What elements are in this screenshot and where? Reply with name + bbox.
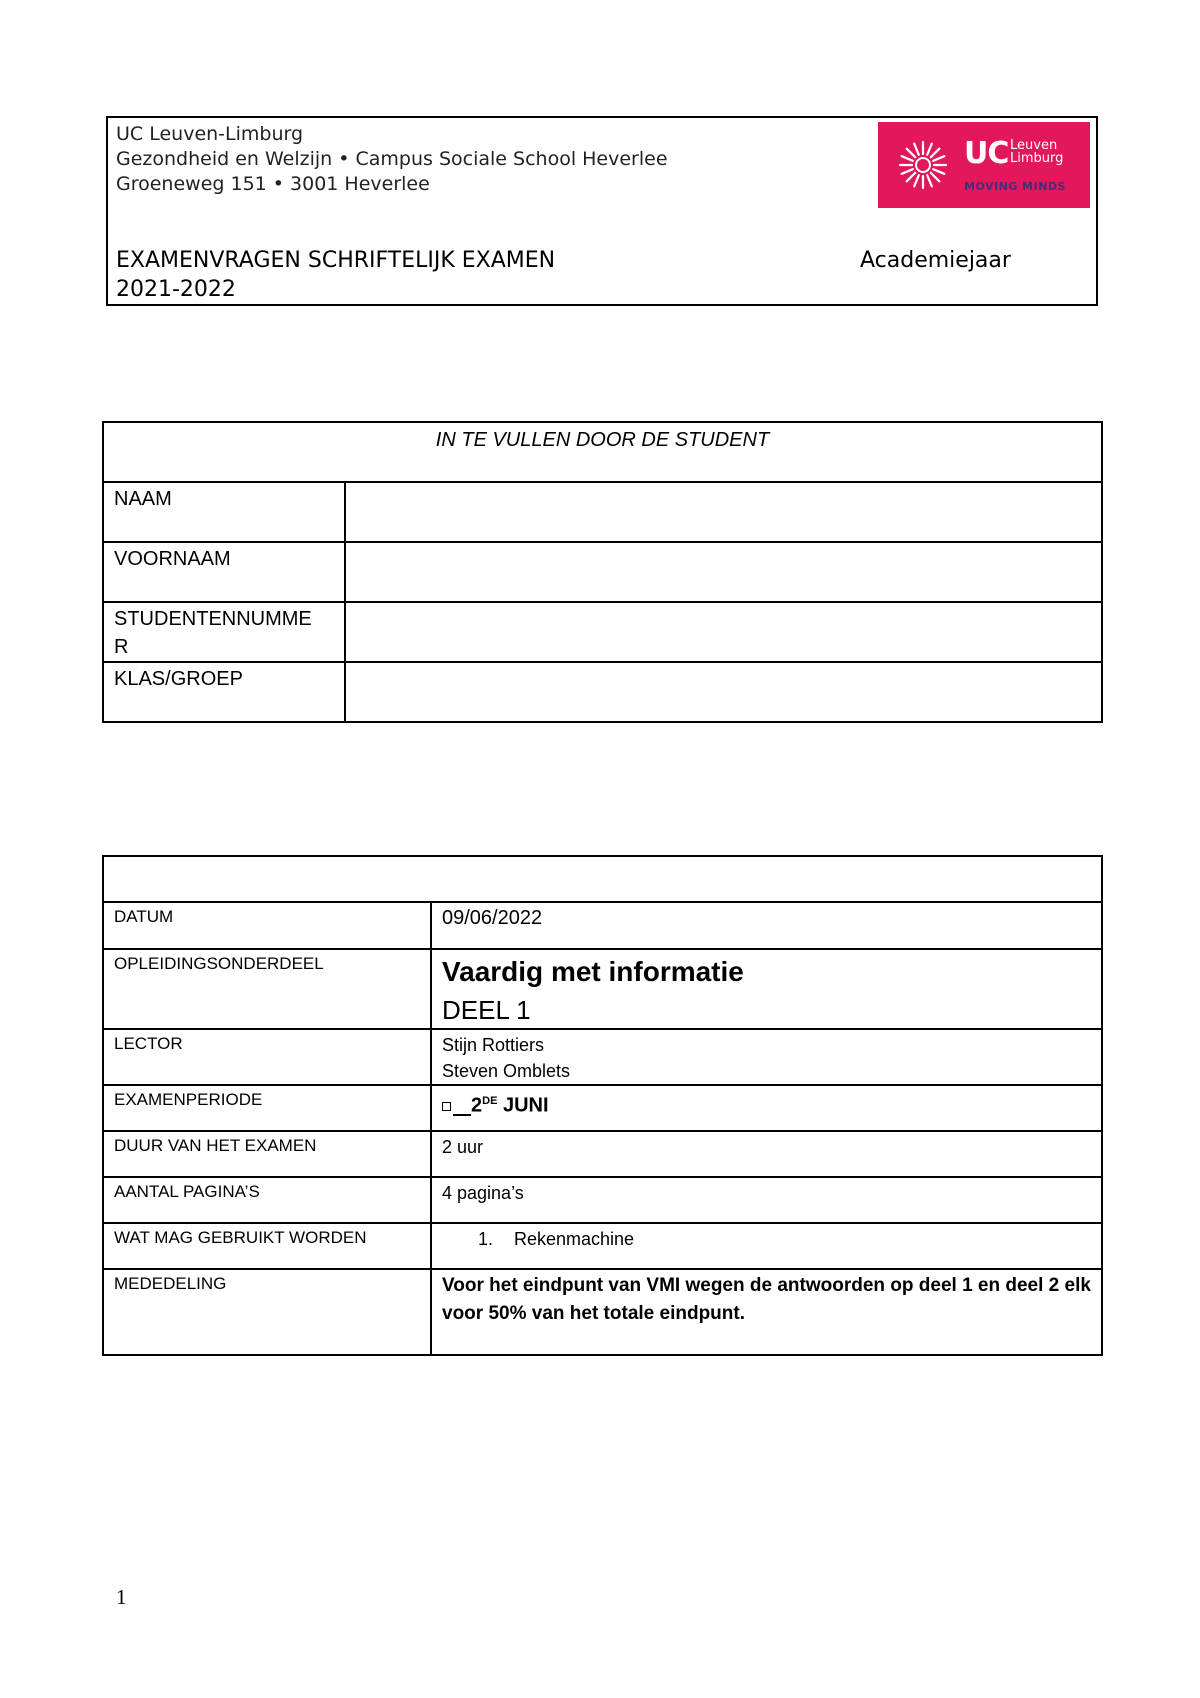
gebruik-label: WAT MAG GEBRUIKT WORDEN xyxy=(103,1223,431,1269)
lector-value xyxy=(431,1029,1102,1085)
ucll-logo xyxy=(878,122,1090,208)
logo-tagline: MOVING MINDS xyxy=(964,180,1066,193)
onderdeel-value xyxy=(431,949,1102,1029)
lector-name: Steven Omblets xyxy=(442,1061,571,1081)
exam-table-header xyxy=(103,856,1102,902)
campus-line: Gezondheid en Welzijn • Campus Sociale School Heverlee xyxy=(116,148,668,170)
course-part: DEEL 1 xyxy=(442,995,531,1025)
academic-year-label: Academiejaar xyxy=(860,248,1011,273)
naam-label: NAAM xyxy=(103,482,345,542)
exam-title: EXAMENVRAGEN SCHRIFTELIJK EXAMEN xyxy=(116,248,556,273)
mededeling-label: MEDEDELING xyxy=(103,1269,431,1355)
exam-title-block xyxy=(116,246,555,304)
student-info-table xyxy=(102,421,1103,723)
periode-label: EXAMENPERIODE xyxy=(103,1085,431,1131)
academic-year: 2021-2022 xyxy=(116,277,236,302)
studentennummer-field[interactable] xyxy=(345,602,1102,662)
address-line: Groeneweg 151 • 3001 Heverlee xyxy=(116,173,430,195)
voornaam-label: VOORNAAM xyxy=(103,542,345,602)
datum-value: 09/06/2022 xyxy=(431,902,1102,949)
klas-groep-field[interactable] xyxy=(345,662,1102,722)
duur-value: 2 uur xyxy=(431,1131,1102,1177)
page-number: 1 xyxy=(116,1585,127,1609)
duur-label: DUUR VAN HET EXAMEN xyxy=(103,1131,431,1177)
logo-leuven-limburg: Leuven Limburg xyxy=(1010,138,1064,166)
paginas-label: AANTAL PAGINA’S xyxy=(103,1177,431,1223)
gebruik-item: Rekenmachine xyxy=(514,1229,635,1249)
student-table-title: IN TE VULLEN DOOR DE STUDENT xyxy=(103,422,1102,482)
lector-label: LECTOR xyxy=(103,1029,431,1085)
periode-month: JUNI xyxy=(502,1094,549,1117)
studentennummer-label: STUDENTENNUMME R xyxy=(103,602,345,662)
underline-blank xyxy=(453,1114,471,1116)
checkbox-icon[interactable] xyxy=(442,1102,451,1111)
document-header xyxy=(106,116,1098,306)
mededeling-value: Voor het eindpunt van VMI wegen de antwoorden op deel 1 en deel 2 elk voor 50% van het totale eindpunt. xyxy=(431,1269,1102,1355)
list-number: 1. xyxy=(478,1229,494,1249)
datum-label: DATUM xyxy=(103,902,431,949)
periode-value: 2DE JUNI xyxy=(431,1085,1102,1131)
klas-groep-label: KLAS/GROEP xyxy=(103,662,345,722)
paginas-value: 4 pagina’s xyxy=(431,1177,1102,1223)
onderdeel-label: OPLEIDINGSONDERDEEL xyxy=(103,949,431,1029)
lector-name: Stijn Rottiers xyxy=(442,1035,545,1055)
voornaam-field[interactable] xyxy=(345,542,1102,602)
naam-field[interactable] xyxy=(345,482,1102,542)
exam-info-table xyxy=(102,855,1103,1356)
gebruik-value xyxy=(431,1223,1102,1269)
course-name: Vaardig met informatie xyxy=(442,956,744,987)
institution-name: UC Leuven-Limburg xyxy=(116,123,304,145)
institution-block xyxy=(116,122,668,197)
logo-uc: UC xyxy=(964,136,1009,171)
sunburst-icon xyxy=(894,136,952,194)
